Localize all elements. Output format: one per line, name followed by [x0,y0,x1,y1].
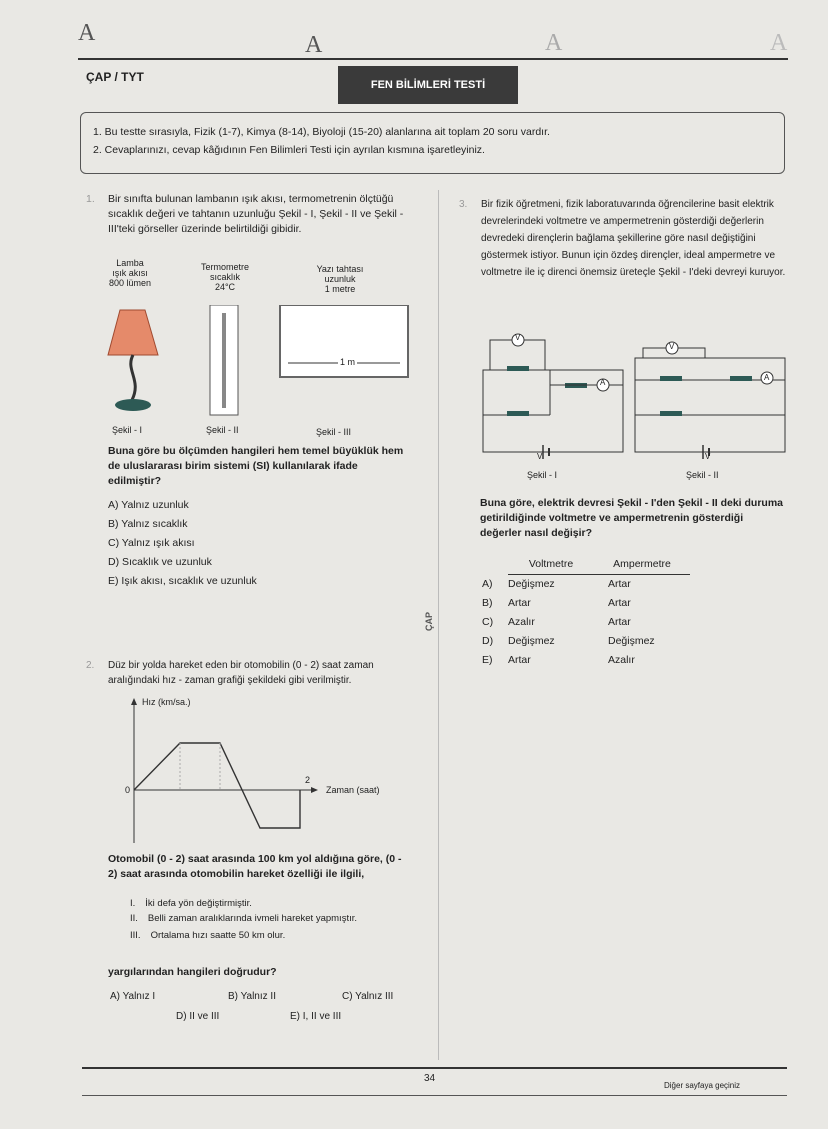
option-c[interactable]: C) Yalnız III [342,991,394,1002]
option-c[interactable] [482,612,690,631]
letter-mark: A [305,32,323,58]
x-axis-label: Zaman (saat) [326,785,380,795]
option-letter: B) [482,596,493,609]
statement-number: II. [130,913,138,924]
column-divider [438,190,439,1060]
question-text: Bir sınıfta bulunan lambanın ışık akısı, termometrenin ölçtüğü sıcaklık değeri ve tahtanın uzunluğu Şekil - I, Şekil - II ve Şekil - III'teki görseller üzerinde belirtildiği gibidir. [108,193,404,235]
fig-caption: Termometre sıcaklık 24°C [200,262,249,292]
option-d[interactable]: D) Sıcaklık ve uzunluk [108,556,212,568]
option-c[interactable]: C) Yalnız ışık akısı [108,537,195,549]
option-letter: C) [482,615,494,628]
question-number: 2. [86,660,95,671]
voltmeter-value: Değişmez [508,577,555,590]
instructions-box [80,112,785,174]
q1-figures [100,305,420,420]
statement-text: Ortalama hızı saatte 50 km olur. [150,930,286,941]
ammeter-value: Artar [608,615,631,628]
instruction: 1. Bu testte sırasıyla, Fizik (1-7), Kimya (8-14), Biyoloji (15-20) alanlarına ait toplam 20 soru vardır. [93,126,550,138]
ammeter-value: Artar [608,577,631,590]
question-prompt: Buna göre bu ölçümden hangileri hem temel büyüklük hem de uluslararası birim sistemi (SI) kullanılarak ifade edilmiştir? [108,445,404,487]
figure-label: Şekil - II [206,425,239,435]
option-letter: A) [482,577,493,590]
option-a[interactable]: A) Yalnız uzunluk [108,499,189,511]
letter-mark: A [770,30,788,56]
footer-rule [82,1067,787,1069]
options-list [108,496,257,591]
page-number: 34 [424,1073,436,1084]
y-axis-label: Hız (km/sa.) [142,697,191,707]
option-a[interactable]: A) Yalnız I [110,991,156,1002]
measure-label: 1 m [340,357,356,367]
next-page-note: Diğer sayfaya geçiniz [664,1081,741,1090]
exam-type: ÇAP / TYT [86,70,144,84]
origin-label: 0 [125,785,131,795]
statement-number: III. [130,930,141,941]
question-prompt: Otomobil (0 - 2) saat arasında 100 km yol aldığına göre, (0 - 2) saat arasında otomobilin hareket özelliği ile ilgili, [108,853,402,880]
column-header: Voltmetre [508,555,594,574]
x-tick-label: 2 [305,775,311,785]
option-a[interactable] [482,574,690,593]
lamp-icon [108,310,158,411]
voltmeter-value: Değişmez [508,634,555,647]
column-header: Ampermetre [594,555,690,574]
statement-text: Belli zaman aralıklarında ivmeli hareket yapmıştır. [147,913,358,924]
voltmeter-label: V [669,342,675,351]
figure-label: Şekil - I [527,470,558,480]
statements [130,898,415,942]
option-e[interactable]: E) Işık akısı, sıcaklık ve uzunluk [108,575,257,587]
question-text: Bir fizik öğretmeni, fizik laboratuvarında öğrencilerine basit elektrik devrelerindeki voltmetre ve ampermetrenin gösterdiği değerlerin devredeki dirençlerin bağlama şekillerine göre nasıl değiştiğini göstermek istiyor. Bunun için özdeş dirençler, ideal ampermetre ve voltmetre ile iç direnci önemsiz üreteçle Şekil - I'deki devreyi kuruyor. [481,199,786,278]
question-number: 1. [86,193,95,205]
circuit-2 [635,342,785,459]
option-e[interactable] [482,650,690,669]
ammeter-label: A [600,378,606,387]
statement-text: İki defa yön değiştirmiştir. [145,898,252,909]
ammeter-value: Artar [608,596,631,609]
option-letter: D) [482,634,494,647]
battery-label: V [705,452,711,461]
side-label: ÇAP [424,612,434,632]
instruction: 2. Cevaplarınızı, cevap kâğıdının Fen Bilimleri Testi için ayrılan kısmına işaretleyiniz. [93,144,485,156]
option-d[interactable] [482,631,690,650]
answer-table [482,555,690,669]
option-b[interactable]: B) Yalnız II [228,991,276,1002]
question-2 [86,658,418,688]
graph-line [134,743,300,828]
figure-label: Şekil - I [112,425,143,435]
letter-mark: A [78,20,96,46]
battery-label: V [537,452,543,461]
question-text: Düz bir yolda hareket eden bir otomobilin (0 - 2) saat zaman aralığındaki hız - zaman grafiği şekildeki gibi verilmiştir. [108,660,374,686]
question-1 [86,192,418,237]
question-3 [459,196,786,281]
statement [130,913,415,925]
voltmeter-value: Azalır [508,615,535,628]
question-prompt: Buna göre, elektrik devresi Şekil - I'den Şekil - II deki duruma getirildiğinde voltmetre ve ampermetrenin gösterdiği değerler nasıl değişir? [480,497,784,539]
ammeter-value: Azalır [608,653,635,666]
ammeter-label: A [764,373,770,382]
fig-caption: Lamba ışık akısı 800 lümen [108,258,152,288]
voltmeter-value: Artar [508,653,531,666]
test-title: FEN BİLİMLERİ TESTİ [338,66,518,104]
option-b[interactable]: B) Yalnız sıcaklık [108,518,188,530]
circuit-diagrams [475,330,795,465]
question-prompt: yargılarından hangileri doğrudur? [108,966,277,978]
statement [130,898,415,910]
voltmeter-label: V [515,333,521,342]
figure-label: Şekil - II [686,470,719,480]
question-number: 3. [459,199,468,210]
statement [130,930,415,942]
circuit-1 [483,334,623,459]
thermometer-icon [210,305,238,415]
figure-label: Şekil - III [316,427,352,437]
statement-number: I. [130,898,136,909]
option-d[interactable]: D) II ve III [176,1011,220,1022]
voltmeter-value: Artar [508,596,531,609]
option-b[interactable] [482,593,690,612]
footer-rule [82,1095,787,1096]
fig-caption: Yazı tahtası uzunluk 1 metre [316,264,364,294]
option-letter: E) [482,653,493,666]
letter-mark: A [545,30,563,56]
ammeter-value: Değişmez [608,634,655,647]
speed-time-graph [120,698,320,848]
option-e[interactable]: E) I, II ve III [290,1011,342,1022]
